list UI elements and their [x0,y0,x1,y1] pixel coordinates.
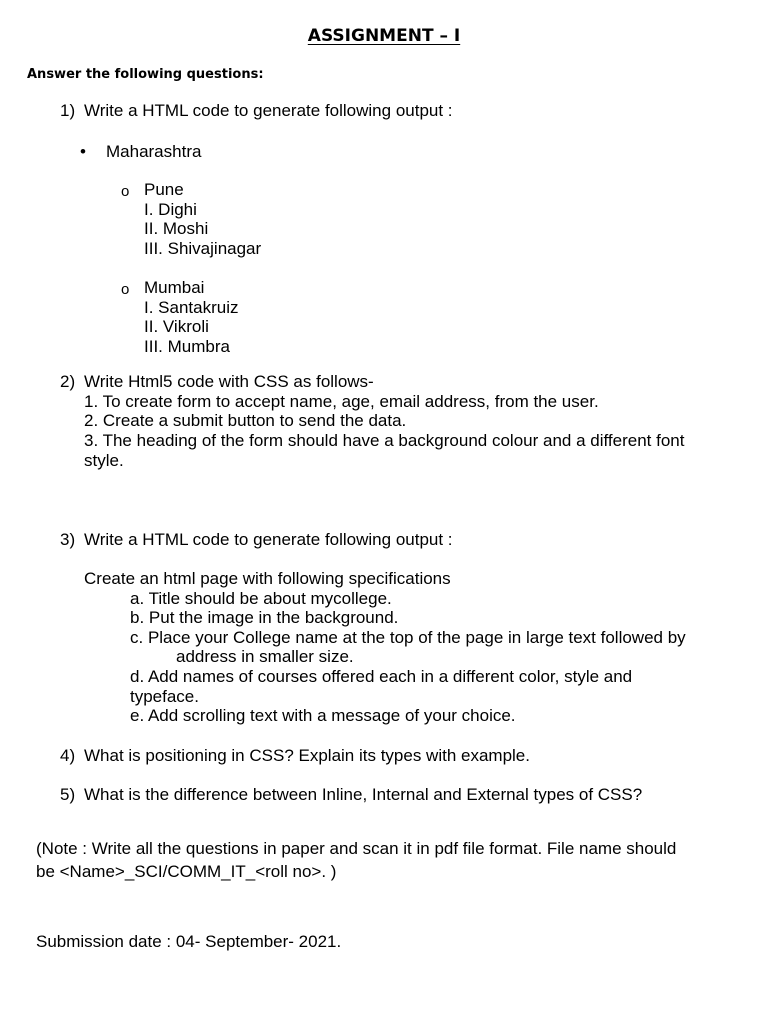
question-2-line: 2. Create a submit button to send the data. [84,411,407,430]
spec-item: e. Add scrolling text with a message of your choice. [130,706,516,725]
spec-item-continuation: typeface. [130,687,199,706]
question-1-text: Write a HTML code to generate following output : [84,101,453,120]
circle-bullet-icon: o [121,183,130,200]
question-5-number: 5) [60,785,76,804]
spec-item: c. Place your College name at the top of the page in large text followed by [130,628,686,647]
note-line-2: be <Name>_SCI/COMM_IT_<roll no>. ) [36,862,337,881]
spec-item: a. Title should be about mycollege. [130,589,392,608]
question-2-line: 3. The heading of the form should have a background colour and a different font [84,431,685,450]
submission-date: Submission date : 04- September- 2021. [36,932,342,951]
list-item-area: II. Vikroli [144,317,209,336]
list-item-city-2: Mumbai [144,278,205,297]
list-item-area: II. Moshi [144,219,209,238]
list-item-city-1: Pune [144,180,184,199]
question-2-number: 2) [60,372,76,391]
question-3-text: Write a HTML code to generate following output : [84,530,453,549]
question-4-number: 4) [60,746,76,765]
question-1-number: 1) [60,101,76,120]
question-2-line: style. [84,451,124,470]
question-5-text: What is the difference between Inline, Internal and External types of CSS? [84,785,643,804]
list-item-area: III. Shivajinagar [144,239,262,258]
list-item-area: III. Mumbra [144,337,230,356]
page-title: ASSIGNMENT – I [307,26,461,46]
note-line-1: (Note : Write all the questions in paper and scan it in pdf file format. File name should [36,839,677,858]
question-4-text: What is positioning in CSS? Explain its types with example. [84,746,530,765]
instructions-heading: Answer the following questions: [27,67,264,82]
question-2-text: Write Html5 code with CSS as follows- [84,372,374,391]
bullet-icon: • [80,142,86,161]
question-3-intro: Create an html page with following specifications [84,569,451,588]
list-item-area: I. Dighi [144,200,197,219]
circle-bullet-icon: o [121,281,130,298]
spec-item: b. Put the image in the background. [130,608,399,627]
question-3-number: 3) [60,530,76,549]
spec-item-continuation: address in smaller size. [176,647,354,666]
list-item-area: I. Santakruiz [144,298,239,317]
question-2-line: 1. To create form to accept name, age, email address, from the user. [84,392,599,411]
list-item-state: Maharashtra [106,142,202,161]
spec-item: d. Add names of courses offered each in a different color, style and [130,667,633,686]
